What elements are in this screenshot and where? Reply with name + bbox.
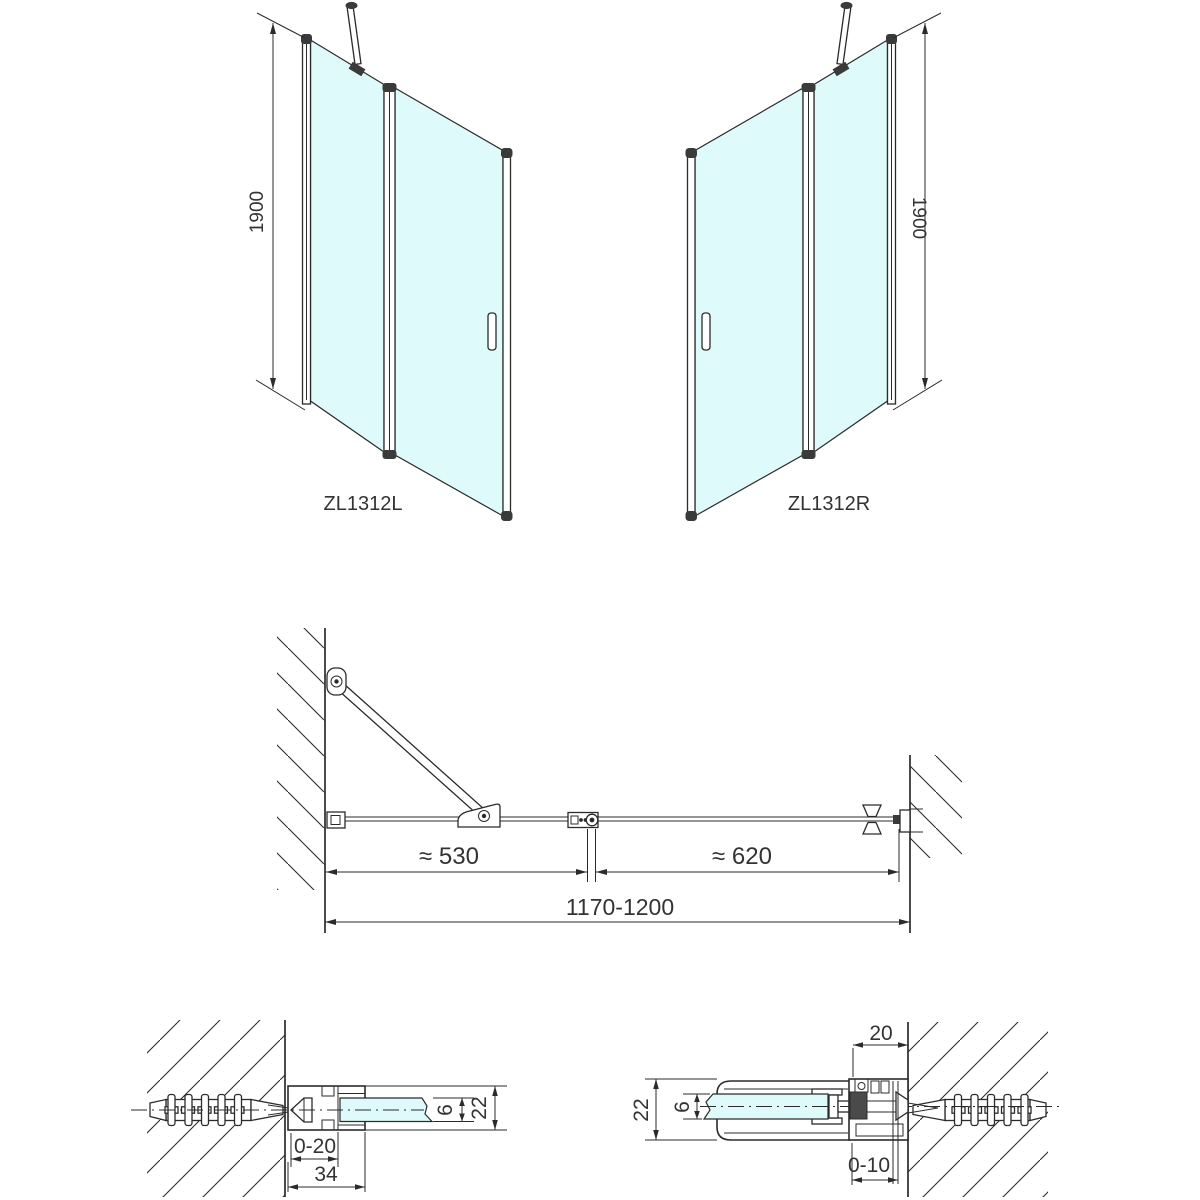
wall-adjust-label: 0-10 <box>847 1154 891 1177</box>
profile-width-label: 20 <box>869 1022 893 1045</box>
total-width-label: 1170-1200 <box>565 894 675 920</box>
door-edge-profile <box>686 148 698 521</box>
model-label-right: ZL1312R <box>787 493 871 515</box>
dimension-total-width <box>325 894 910 925</box>
dimension-profile-width <box>853 1022 908 1077</box>
wall-adjust-label: 0-20 <box>293 1135 337 1158</box>
plan-view <box>277 628 962 933</box>
hinge-plan <box>568 813 598 828</box>
door-glass-panel <box>395 88 503 516</box>
adjustment-block <box>850 1092 867 1119</box>
dimension-door-width <box>596 829 899 882</box>
hinge-profile <box>802 83 816 459</box>
dimension-height-left <box>247 13 305 410</box>
profile-depth-label: 22 <box>630 1098 653 1122</box>
wall-detail-left <box>131 1020 507 1197</box>
wall-detail-right <box>630 1022 1060 1197</box>
model-label-left: ZL1312L <box>323 493 403 515</box>
glass-thickness-label: 6 <box>671 1101 694 1113</box>
door-glass-panel <box>695 88 803 516</box>
dimension-fixed-width <box>326 829 596 882</box>
front-view-left <box>247 2 513 521</box>
door-panel-plan <box>598 817 894 821</box>
fixed-panel-plan <box>345 817 568 821</box>
dimension-wall-adjust <box>848 1143 898 1185</box>
wall-profile <box>886 34 897 404</box>
fixed-width-label: ≈ 530 <box>419 843 479 870</box>
dimension-wall-adjust <box>291 1132 338 1167</box>
profile-depth-label: 22 <box>468 1096 491 1120</box>
profile-width-label: 34 <box>314 1163 338 1186</box>
support-bar-pivot <box>346 2 358 9</box>
door-width-label: ≈ 620 <box>712 843 772 870</box>
dimension-height-right <box>893 13 942 410</box>
front-view-right <box>686 2 943 521</box>
support-bar-pivot <box>841 2 853 9</box>
right-wall-hatch <box>910 755 962 858</box>
adjustment-bracket-plan <box>863 805 900 834</box>
door-edge-profile <box>501 148 513 521</box>
fixed-glass-panel <box>814 40 888 452</box>
door-handle <box>488 313 496 350</box>
height-dim-label: 1900 <box>247 190 268 234</box>
hinge-profile <box>383 83 397 459</box>
wall-profile <box>301 34 312 404</box>
support-bar-plan <box>327 668 500 827</box>
wall-profile-plan-left <box>327 812 345 828</box>
height-dim-label: 1900 <box>908 196 929 240</box>
glass-thickness-label: 6 <box>434 1104 457 1116</box>
door-handle <box>702 313 710 350</box>
left-wall-hatch <box>277 628 325 890</box>
fixed-glass-panel <box>311 40 385 452</box>
